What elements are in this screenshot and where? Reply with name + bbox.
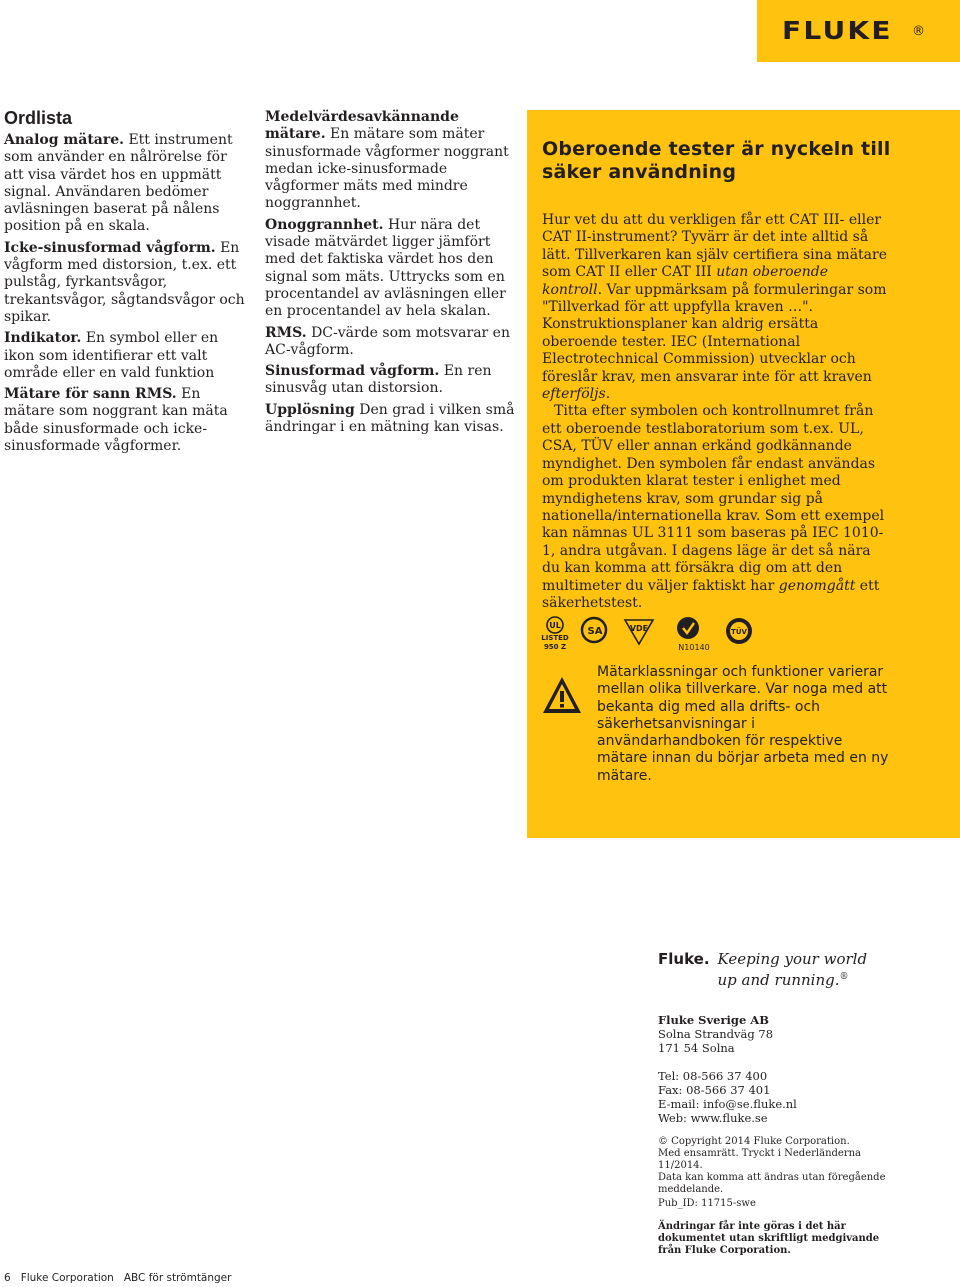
emphasis: genomgått (778, 577, 856, 594)
ul-listed-icon (540, 616, 570, 652)
sidebar-paragraph (542, 212, 887, 403)
notice: Data kan komma att ändras utan föregående meddelande. (658, 1172, 886, 1195)
text-run: ett säkerhetstest. (542, 577, 880, 611)
glossary-definition: En ren sinusvåg utan distorsion. (265, 363, 492, 397)
glossary-entry (4, 386, 248, 455)
page-number: 6 (4, 1272, 11, 1284)
c-tick-icon (674, 616, 714, 652)
legal-notice: Ändringar får inte göras i det här dokumentet utan skriftligt medgivande från Fluke Corporation. (658, 1221, 880, 1256)
glossary-definition: DC-värde som motsvarar en AC-vågform. (265, 324, 510, 358)
glossary-title: Ordlista (4, 108, 73, 128)
glossary-definition: Ett instrument som använder en nålrörelse för att visa värdet hos en uppmätt signal. Användaren bedömer avläsningen baserat på nålens position på en skala. (4, 132, 233, 235)
csa-icon (580, 616, 608, 644)
glossary-term: Analog mätare. (4, 132, 125, 148)
glossary-term: Upplösning (265, 401, 355, 418)
telephone: Tel: 08-566 37 400 (658, 1069, 768, 1083)
copyright: © Copyright 2014 Fluke Corporation. (658, 1136, 850, 1147)
glossary-entry (4, 330, 248, 382)
email: E-mail: info@se.fluke.nl (658, 1097, 797, 1111)
ul-number: 950 Z (543, 643, 567, 651)
glossary-entry (265, 363, 515, 398)
warning-text: Mätarklassningar och funktioner varierar mellan olika tillverkare. Var noga med att bekanta dig med alla drifts- och säkerhetsanvisningar i användarhandboken för respektive mätare innan du börjar arbeta med en ny mätare. (597, 664, 889, 784)
csa-label: SA (587, 626, 603, 637)
glossary-entry (265, 109, 515, 213)
glossary-column-2 (265, 109, 515, 440)
slogan-line: Keeping your world (717, 950, 868, 968)
glossary-definition: Hur nära det visade mätvärdet ligger jämfört med det faktiska värdet hos den signal som mäts. Uttrycks som en procentandel av avläsningen eller en procentandel av hela skalan. (265, 216, 506, 320)
sidebar-title: Oberoende tester är nyckeln till säker användning (542, 138, 891, 183)
footer-company: Fluke Corporation (20, 1272, 114, 1284)
glossary-entry (4, 240, 248, 326)
glossary-term: Mätare för sann RMS. (4, 386, 177, 403)
fax: Fax: 08-566 37 401 (658, 1083, 771, 1097)
glossary-definition: En mätare som mäter sinusformade vågformer noggrant medan icke-sinusformade vågformer mäts med mindre noggrannhet. (265, 126, 509, 212)
emphasis: efterföljs (542, 386, 606, 403)
glossary-term: Medelvärdesavkännande mätare. (265, 109, 459, 143)
publication-id: Pub_ID: 11715-swe (658, 1198, 756, 1209)
text-run: . (605, 386, 611, 403)
glossary-definition: Den grad i vilken små ändringar i en mätning kan visas. (265, 401, 515, 436)
glossary-column-1 (4, 108, 248, 459)
tuv-icon (724, 616, 754, 646)
glossary-entry (265, 325, 515, 360)
emphasis: utan oberoende kontroll (542, 264, 829, 298)
glossary-entry (265, 402, 515, 437)
text-run: Hur vet du att du verkligen får ett CAT III- eller CAT II-instrument? Tyvärr är det inte alltid så lätt. Tillverkaren kan själv certifiera sina mätare som CAT II eller CAT III (542, 212, 887, 281)
tuv-label: TÜV (731, 628, 747, 636)
text-run: Titta efter symbolen och kontrollnumret från ett oberoende testlaboratorium som t.ex. UL, CSA, TÜV eller annan erkänd godkännande myndighet. Den symbolen får endast användas om produkten klarat tester i enlighet med myndighetens krav, som grundar sig på nationella/internationella krav. Som ett exempel kan nämnas UL 3111 som baseras på IEC 1010-1, andra utgåvan. I dagens läge är det så nära du kan komma att försäkra dig om att den multimeter du väljer faktiskt har (542, 403, 885, 594)
c-tick-number: N10140 (678, 643, 710, 652)
glossary-definition: En symbol eller en ikon som identifierar ett valt område eller en vald funktion (4, 330, 219, 381)
vde-icon (622, 616, 656, 646)
brand-wordmark: Fluke. (658, 950, 710, 968)
fluke-logo: FLUKE (782, 16, 893, 45)
glossary-term: Sinusformad vågform. (265, 363, 440, 380)
glossary-term: Indikator. (4, 330, 82, 347)
street: Solna Strandväg 78 (658, 1027, 774, 1041)
footer-title: ABC för strömtänger (123, 1272, 232, 1284)
glossary-entry (4, 132, 248, 236)
glossary-definition: En vågform med distorsion, t.ex. ett pulståg, fyrkantsvågor, trekantsvågor, sågtandsvågor och spikar. (4, 239, 245, 325)
glossary-term: Icke-sinusformad vågform. (4, 239, 216, 256)
city: 171 54 Solna (658, 1041, 735, 1055)
copyright-block (658, 1136, 898, 1196)
registered-mark: ® (839, 972, 849, 982)
glossary-definition: En mätare som noggrant kan mäta både sinusformade och icke-sinusformade vågformer. (4, 386, 228, 455)
website: Web: www.fluke.se (658, 1111, 768, 1125)
page-footer (4, 1272, 241, 1284)
tagline (658, 950, 867, 989)
slogan-line: up and running. (717, 971, 840, 989)
glossary-term: Onoggrannhet. (265, 216, 384, 233)
sidebar-body (542, 212, 887, 612)
ul-listed-label: LISTED (541, 634, 569, 642)
glossary-term: RMS. (265, 324, 307, 341)
contact-address (658, 1013, 898, 1125)
vde-label: VDE (629, 624, 649, 633)
svg-text:UL: UL (549, 621, 561, 630)
certification-marks (540, 616, 770, 652)
company-name: Fluke Sverige AB (658, 1013, 769, 1027)
glossary-entry (265, 217, 515, 321)
text-run: . Var uppmärksam på formuleringar som "Tillverkad för att uppfylla kraven …". Konstruktionsplaner kan aldrig ersätta oberoende tester. IEC (International Electrotechnical Commission) utvecklar och föreslår krav, men ansvarar inte för att kraven (542, 281, 887, 385)
rights: Med ensamrätt. Tryckt i Nederländerna 11/2014. (658, 1148, 862, 1171)
slogan (718, 950, 868, 989)
sidebar-paragraph (542, 403, 887, 612)
registered-mark: ® (912, 24, 925, 39)
warning-icon (541, 675, 583, 715)
